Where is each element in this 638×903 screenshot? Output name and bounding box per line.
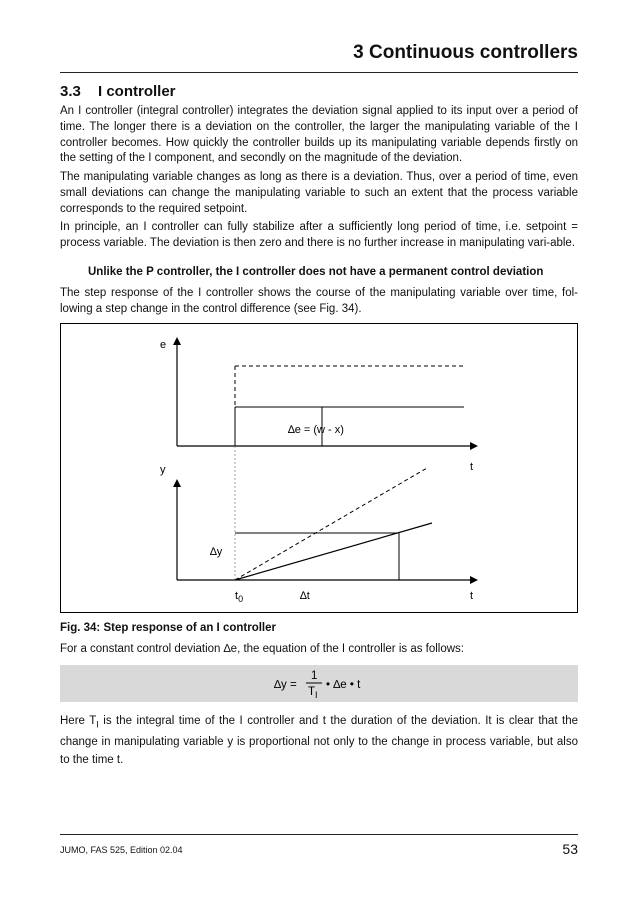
page-number: 53 (562, 841, 578, 857)
formula-numerator: 1 (311, 670, 318, 682)
formula-denominator-base: T (308, 686, 316, 698)
delta-e-label: ∆e = (w - x) (288, 424, 344, 436)
section-heading (60, 83, 176, 100)
formula-rhs: • ∆e • t (326, 679, 361, 691)
footer-rule (60, 834, 578, 835)
delta-t-label: ∆t (300, 590, 310, 602)
footer-edition: JUMO, FAS 525, Edition 02.04 (60, 845, 183, 855)
p6-part2: is the integral time of the I controller and t the duration of the deviation. It is clear that the change in manipulating variable y is proportional not only to the change in process variable, but also to the time t. (60, 715, 578, 767)
paragraph-5: For a constant control deviation ∆e, the equation of the I controller is as follows: (60, 643, 465, 655)
p6-part1: Here T (60, 715, 97, 727)
p6-sub: I (96, 719, 99, 730)
t-axis-top-arrow (470, 442, 478, 450)
paragraph-3: In principle, an I controller can fully stabilize after a sufficiently long period of time, i.e. setpoint = process variable. The deviation is then zero and there is no further increase in manipulating vari-able. (60, 221, 578, 249)
integral-ramp (235, 523, 432, 580)
step-response-figure (60, 323, 578, 613)
figure-frame (61, 324, 578, 613)
t0-base: t (235, 590, 239, 602)
chapter-title: 3 Continuous controllers (353, 42, 578, 63)
header-rule (60, 72, 578, 73)
delta-y-label: ∆y (210, 546, 223, 558)
paragraph-2: The manipulating variable changes as long as there is a deviation. Thus, over a period of time, even small deviations can change the manipulating variable to such an extent that the process variable corresponds to the required setpoint. (60, 171, 578, 215)
formula-denominator (308, 686, 318, 700)
y-axis-arrow (173, 479, 181, 487)
section-number: 3.3 (60, 83, 81, 100)
t-axis-top-label: t (470, 461, 474, 473)
formula-denominator-sub: I (315, 690, 318, 700)
t-axis-bottom-arrow (470, 576, 478, 584)
y-axis-label: y (160, 464, 166, 476)
figure-caption: Fig. 34: Step response of an I controller (60, 622, 276, 634)
paragraph-4: The step response of the I controller shows the course of the manipulating variable over time, fol-lowing a step change in the control difference (see Fig. 34). (60, 287, 578, 315)
paragraph-1: An I controller (integral controller) integrates the deviation signal applied to its input over a period of time. The longer there is a deviation on the controller, the larger the manipulating variable of the I controller becomes. How quickly the controller builds up its manipulating variable depends firstly on the setting of the I component, and secondly on the magnitude of the deviation. (60, 105, 578, 165)
t0-label (235, 590, 243, 604)
e-axis-arrow (173, 337, 181, 345)
t-axis-bottom-label: t (470, 590, 474, 602)
e-axis-label: e (160, 339, 167, 351)
ideal-ramp-dashed (235, 468, 427, 580)
paragraph-6 (60, 712, 578, 769)
formula (60, 665, 578, 702)
formula-box (60, 665, 578, 702)
bold-note: Unlike the P controller, the I controller does not have a permanent control deviation (88, 266, 544, 278)
section-title: I controller (98, 83, 176, 100)
formula-lhs: ∆y = (274, 679, 297, 691)
t0-sub: 0 (238, 594, 244, 604)
